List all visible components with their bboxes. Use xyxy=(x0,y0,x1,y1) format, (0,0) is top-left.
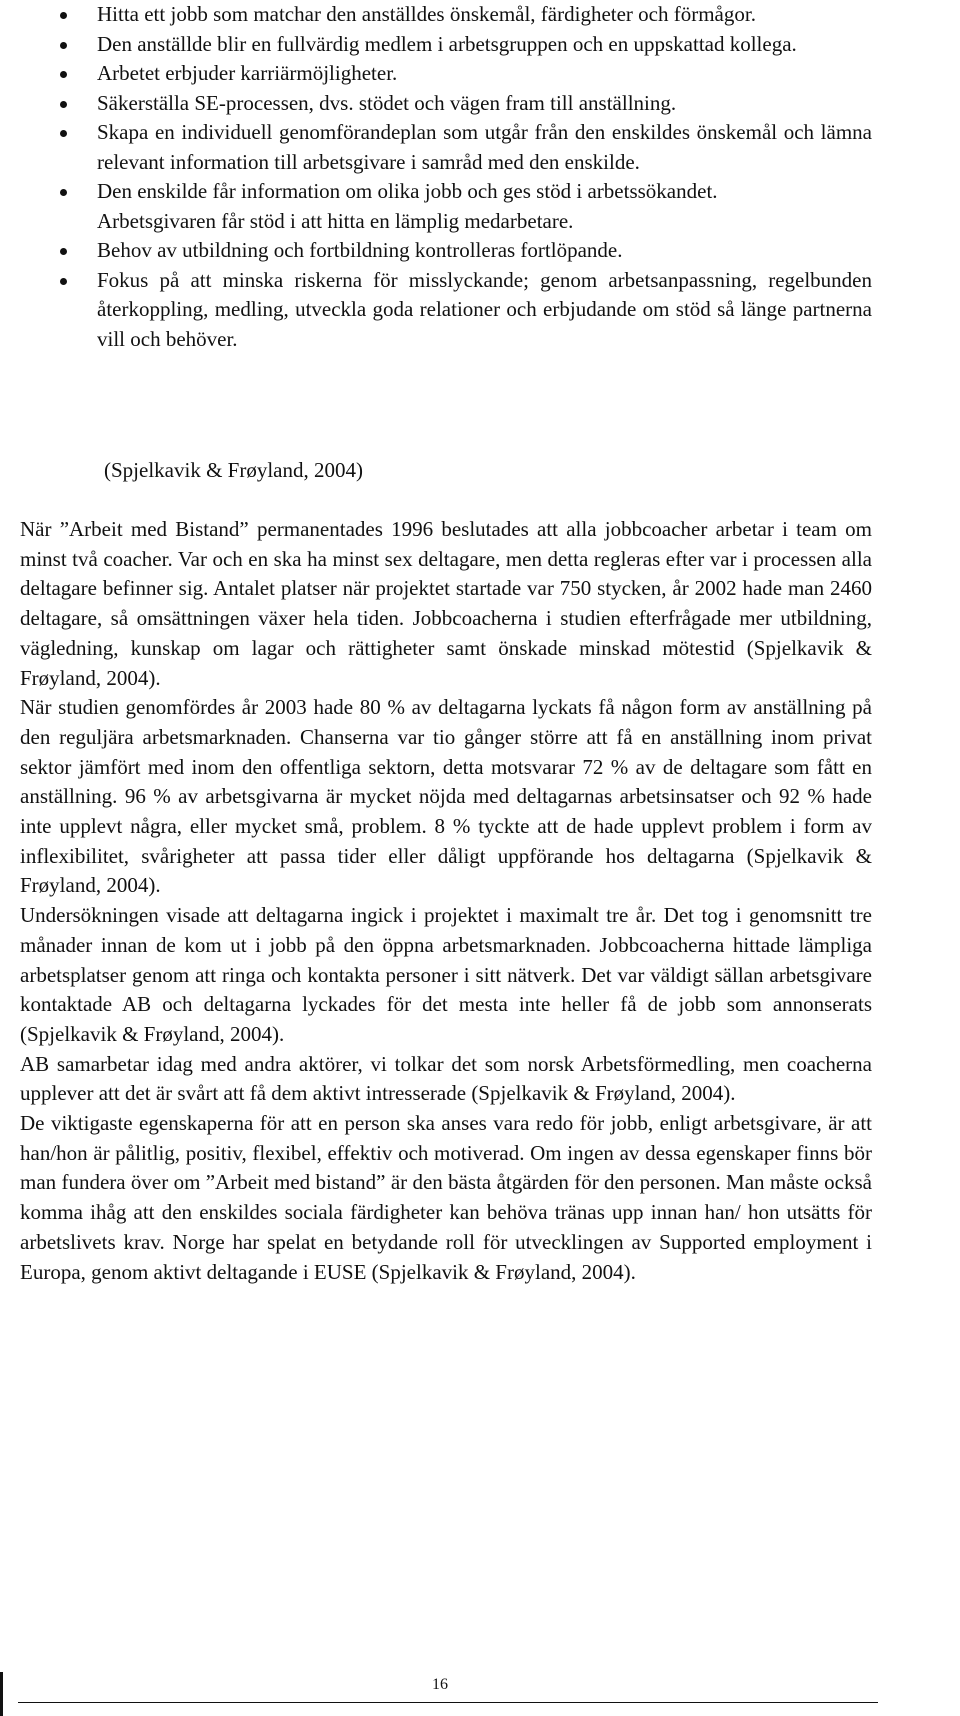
bullet-dot-icon xyxy=(60,248,67,255)
bullet-dot-icon xyxy=(60,278,67,285)
bullet-item xyxy=(97,118,872,177)
paragraph: Undersökningen visade att deltagarna ingick i projektet i maximalt tre år. Det tog i genomsnitt tre månader innan de kom ut i jobb på den öppna arbetsmarknaden. Jobbcoacherna hittade lämpliga arbetsplatser genom att ringa och kontakta personer i sitt nätverk. Det var väldigt sällan arbetsgivare kontaktade AB och deltagarna lyckades för det mesta inte heller få de jobb som annonserats (Spjelkavik & Frøyland, 2004). xyxy=(20,903,872,1046)
bullet-item xyxy=(97,89,872,119)
bullet-item xyxy=(97,30,872,60)
bullet-dot-icon xyxy=(60,189,67,196)
paragraph: När studien genomfördes år 2003 hade 80 % av deltagarna lyckats få någon form av anställning på den reguljära arbetsmarknaden. Chanserna var tio gånger större att få en anställning inom privat sektor jämfört med inom den offentliga sektorn, detta motsvarar 72 % av de deltagare som fått en anställning. 96 % av arbetsgivarna är mycket nöjda med deltagarnas arbetsinsatser och 92 % hade inte upplevt några, eller mycket små, problem. 8 % tyckte att de hade upplevt problem i form av inflexibilitet, svårigheter att passa tider eller dåligt uppförande hos deltagarna (Spjelkavik & Frøyland, 2004). xyxy=(20,695,872,898)
bullet-dot-icon xyxy=(60,71,67,78)
paragraph: De viktigaste egenskaperna för att en person ska anses vara redo för jobb, enligt arbetsgivare, är att han/hon är pålitlig, positiv, flexibel, effektiv och motiverad. Om ingen av dessa egenskaper finns bör man fundera över om ”Arbeit med bistand” är den bästa åtgärden för den personen. Man måste också komma ihåg att den enskildes sociala färdigheter kan behöva tränas upp innan han/ hon utsätts för arbetslivets krav. Norge har spelat en betydande roll för utvecklingen av Supported employment i Europa, genom aktivt deltagande i EUSE (Spjelkavik & Frøyland, 2004). xyxy=(20,1111,872,1284)
citation: (Spjelkavik & Frøyland, 2004) xyxy=(104,458,363,482)
bullet-item xyxy=(97,207,872,237)
bullet-dot-icon xyxy=(60,12,67,19)
bullet-text: Den anställde blir en fullvärdig medlem i arbetsgruppen och en uppskattad kollega. xyxy=(97,31,797,56)
bullet-text: Hitta ett jobb som matchar den anställdes önskemål, färdigheter och förmågor. xyxy=(97,2,756,26)
bullet-text: Skapa en individuell genomförandeplan som utgår från den enskildes önskemål och lämna relevant information till arbetsgivare i samråd med den enskilde. xyxy=(97,120,872,174)
margin-bar xyxy=(0,1672,3,1716)
bullet-text: Den enskilde får information om olika jobb och ges stöd i arbetssökandet. xyxy=(97,179,718,203)
bullet-item xyxy=(97,59,872,89)
bullet-item xyxy=(97,177,872,207)
page-number: 16 xyxy=(432,1676,448,1693)
bullet-item xyxy=(97,236,872,266)
bullet-text: Säkerställa SE-processen, dvs. stödet och vägen fram till anställning. xyxy=(97,90,677,115)
body-text xyxy=(20,515,872,1287)
bullet-list xyxy=(97,0,872,354)
bullet-item xyxy=(97,0,872,30)
bullet-text: Arbetet erbjuder karriärmöjligheter. xyxy=(97,61,398,85)
bullet-text: Behov av utbildning och fortbildning kontrolleras fortlöpande. xyxy=(97,238,623,262)
bullet-dot-icon xyxy=(60,130,67,137)
bullet-text: Fokus på att minska riskerna för misslyckande; genom arbetsanpassning, regelbunden återkoppling, medling, utveckla goda relationer och erbjudande om stöd så länge partnerna vill och behöver. xyxy=(97,267,872,351)
bullet-dot-icon xyxy=(60,101,67,108)
paragraph: AB samarbetar idag med andra aktörer, vi tolkar det som norsk Arbetsförmedling, men coacherna upplever att det är svårt att få dem aktivt intresserade (Spjelkavik & Frøyland, 2004). xyxy=(20,1051,872,1106)
bullet-dot-icon xyxy=(60,42,67,49)
footer-divider xyxy=(18,1702,878,1703)
paragraph: När ”Arbeit med Bistand” permanentades 1996 beslutades att alla jobbcoacher arbetar i team om minst två coacher. Var och en ska ha minst sex deltagare, men detta regleras efter var i processen alla deltagare befinner sig. Antalet platser när projektet startade var 750 stycken, år 2002 hade man 2460 deltagare, så omsättningen växer hela tiden. Jobbcoacherna i studien efterfrågade mer utbildning, vägledning, kunskap om lagar och rättigheter samt önskade minskad mötestid (Spjelkavik & Frøyland, 2004). xyxy=(20,517,872,690)
bullet-text: Arbetsgivaren får stöd i att hitta en lämplig medarbetare. xyxy=(97,208,574,233)
bullet-item xyxy=(97,266,872,355)
